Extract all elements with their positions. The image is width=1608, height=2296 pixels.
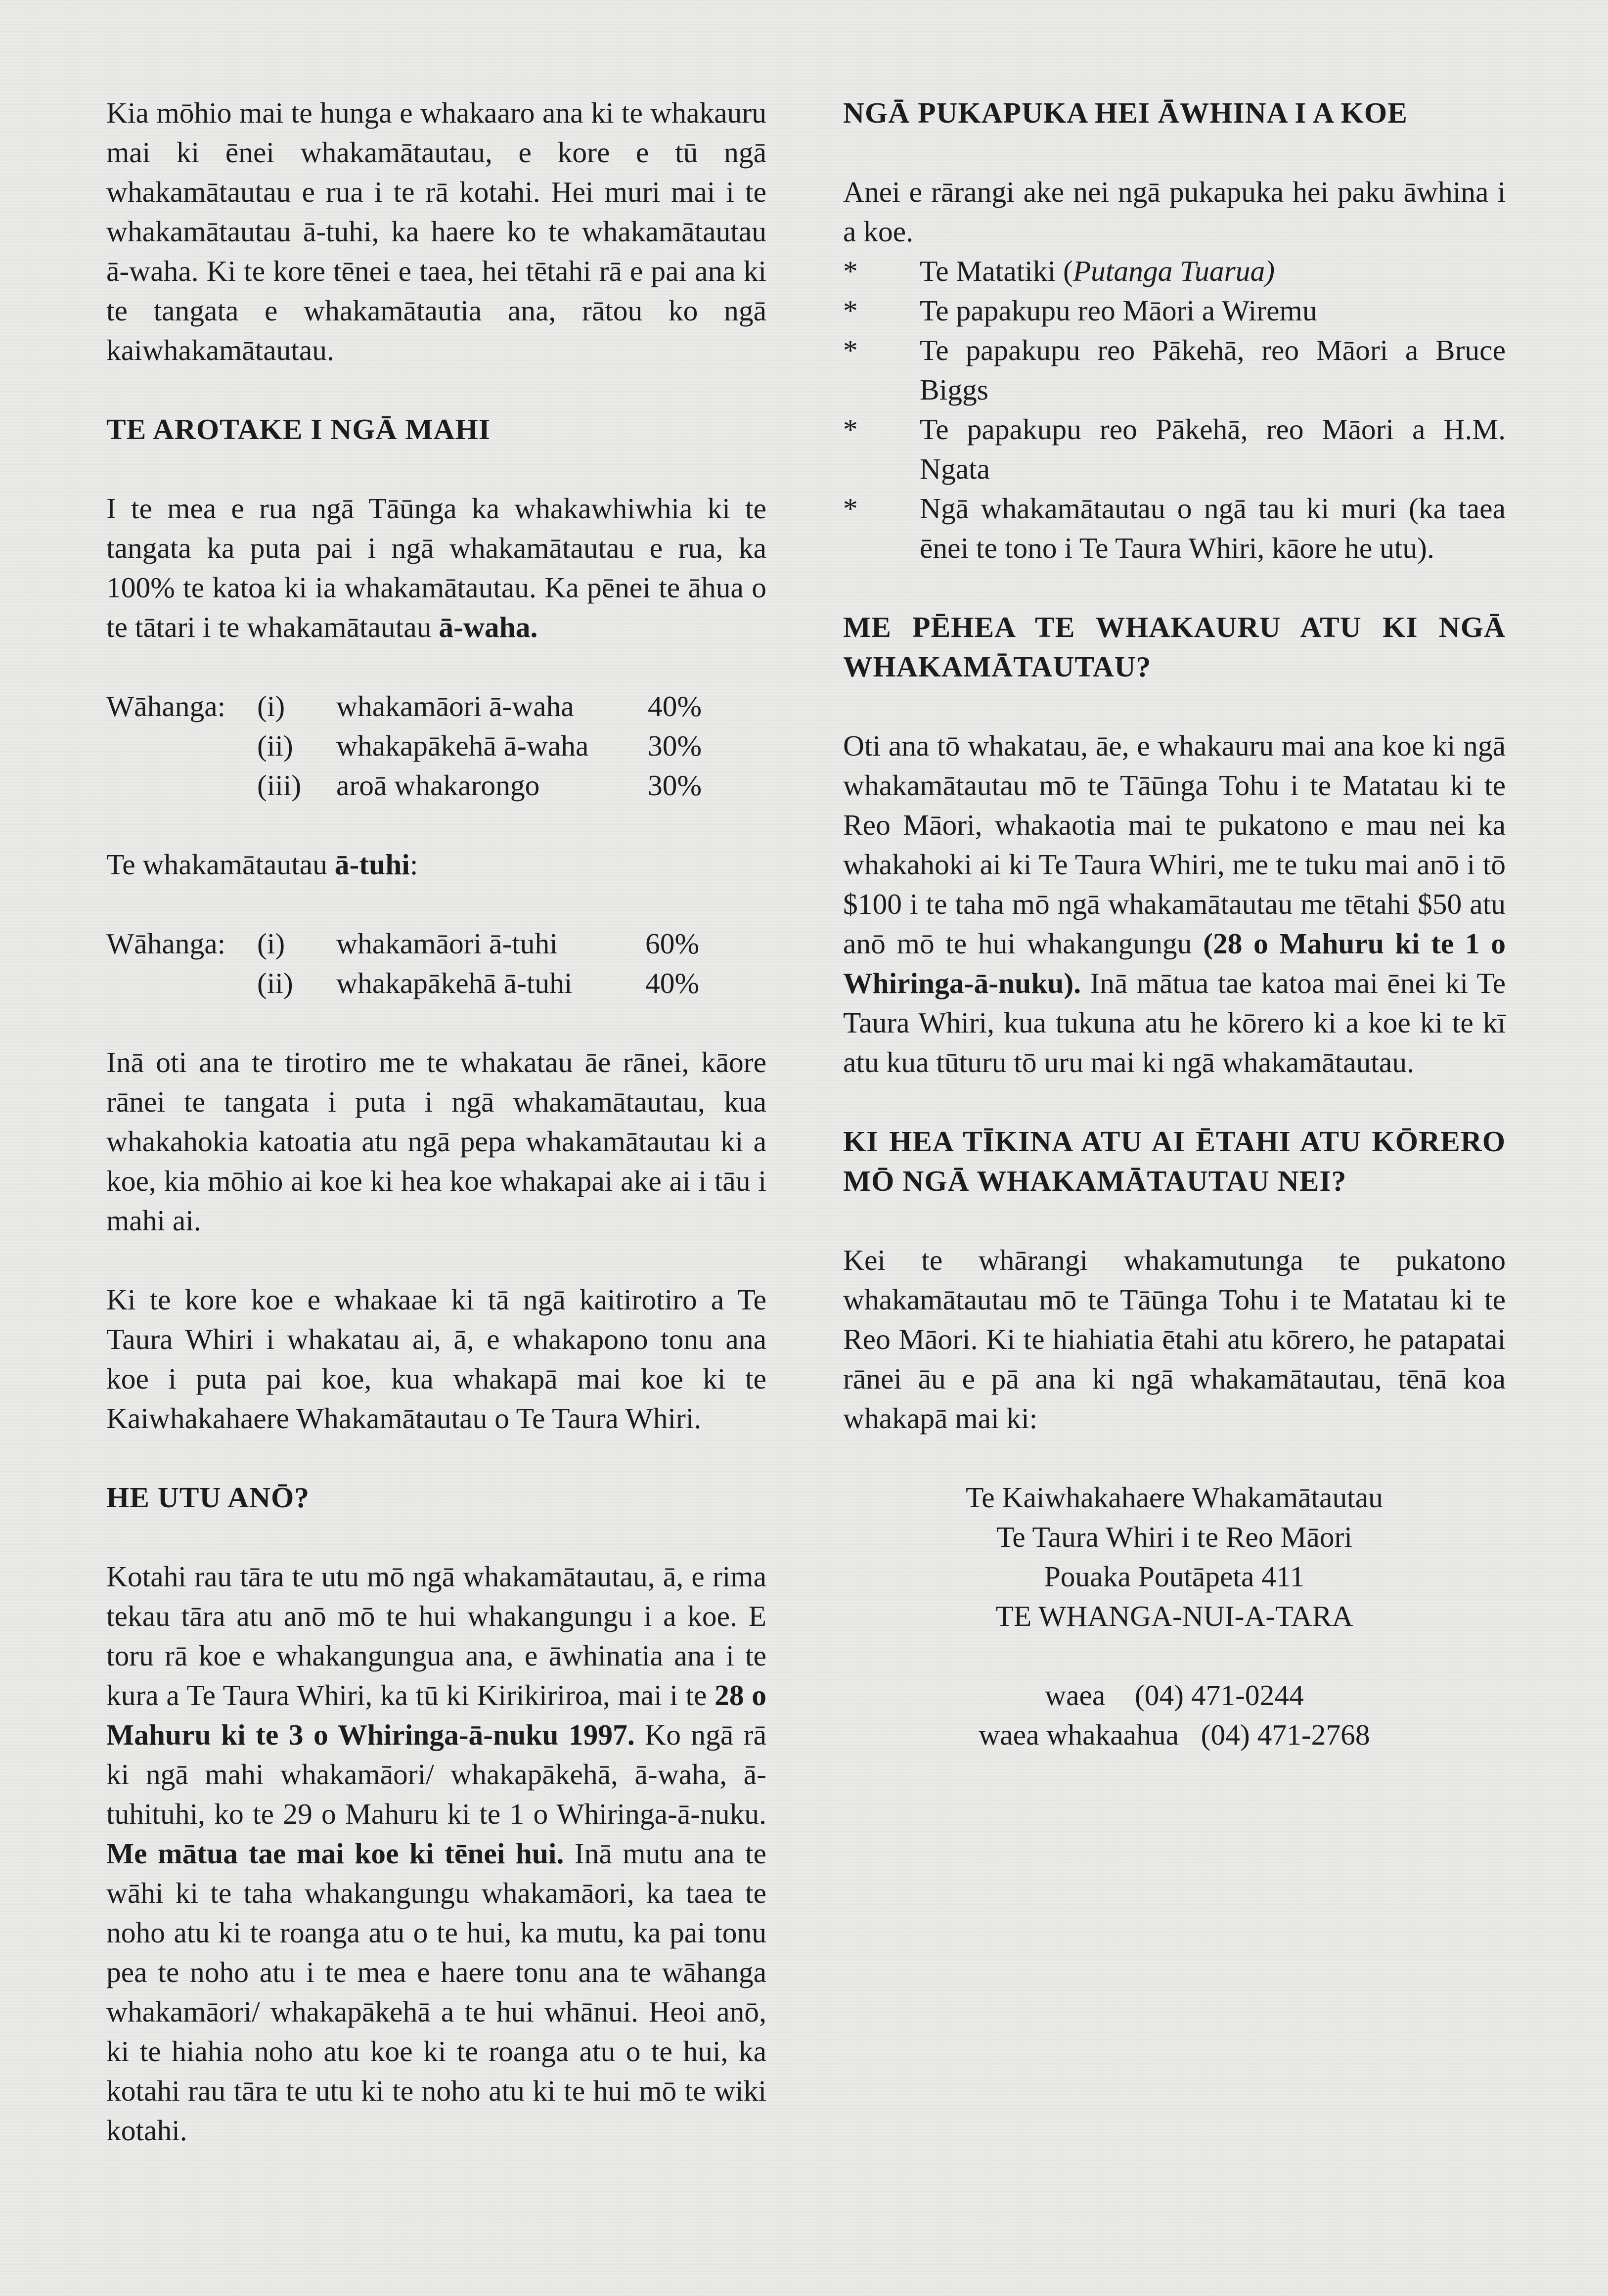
book-title: Te papakupu reo Māori a Wiremu <box>920 294 1317 327</box>
waha-label: Wāhanga: <box>106 690 226 722</box>
heading-utu: HE UTU ANŌ? <box>106 1481 310 1514</box>
utu-text-c: Ko ngā rā ki ngā mahi whakamāori/ whakapākehā, ā-waha, ā-tuhituhi, ko te 29 o Mahuru ki te 1 o Whiringa-ā-nuku. <box>106 1718 766 1830</box>
bullet-star: * <box>843 334 858 366</box>
tuhi-intro-bold: ā-tuhi <box>334 848 410 881</box>
waha-pct: 40% <box>648 690 702 722</box>
tuhi-name: whakamāori ā-tuhi <box>336 927 558 960</box>
tikina-paragraph: Kei te whārangi whakamutunga te pukatono whakamātautau mō te Tāūnga Tohu i te Matatau ki te Reo Māori. Ki te hiahiatia ētahi atu kōrero, he patapatai rānei āu e pā ana ki ngā whakamātautau, tēnā koa whakapā mai ki: <box>843 1244 1506 1435</box>
book-title: Te papakupu reo Pākehā, reo Māori a H.M. Ngata <box>920 413 1506 485</box>
list-item <box>843 330 1506 409</box>
phone-row <box>843 1675 1506 1715</box>
waha-pct: 30% <box>648 729 702 762</box>
arotake-text: I te mea e rua ngā Tāūnga ka whakawhiwhia ki te tangata ka puta pai i ngā whakamātautau e rua, ka 100% te katoa ki ia whakamātautau. Ka pēnei te āhua o te tātari i te whakamātautau <box>106 492 766 643</box>
list-item <box>843 291 1506 330</box>
utu-dates-bold: 28 o Mahuru ki te 3 o Whiringa-ā-nuku 1997. <box>106 1679 766 1751</box>
book-title: Te papakupu reo Pākehā, reo Māori a Bruce Biggs <box>920 334 1506 406</box>
list-item <box>843 409 1506 489</box>
book-title <box>920 251 1506 291</box>
heading-arotake: TE AROTAKE I NGĀ MAHI <box>106 413 491 446</box>
whakauru-paragraph <box>843 726 1506 1082</box>
address-line: Te Kaiwhakahaere Whakamātautau <box>966 1481 1383 1514</box>
tuhi-table <box>106 924 766 1003</box>
tuhi-intro-colon: : <box>409 848 418 881</box>
tuhi-row <box>106 963 766 1003</box>
right-column <box>843 93 1506 1755</box>
arotake-bold: ā-waha. <box>439 611 538 643</box>
tuhi-label: Wāhanga: <box>106 927 226 960</box>
fax-row <box>843 1715 1506 1755</box>
fax-number: (04) 471-2768 <box>1201 1718 1370 1751</box>
whakauru-text-c: Inā mātua tae katoa mai ēnei ki Te Taura Whiri, kua tukuna atu he kōrero ki a koe ki te kī atu kua tūturu tō uru mai ki ngā whakamātautau. <box>843 967 1506 1079</box>
utu-attend-bold: Me mātua tae mai koe ki tēnei hui. <box>106 1837 564 1870</box>
book-list <box>843 251 1506 568</box>
utu-text-e: Inā mutu ana te wāhi ki te taha whakangungu whakamāori, ka taea te noho atu ki te roanga atu o te hui, ka mutu, ka pai tonu pea te noho atu i te mea e haere tonu ana te wāhanga whakamāori/ whakapākehā a te hui whānui. Heoi anō, ki te hiahia noho atu koe ki te roanga atu o te hui, ka kotahi rau tāra te utu ki te noho atu ki te hui mō te wiki kotahi. <box>106 1837 767 2147</box>
waha-num: (iii) <box>257 769 302 802</box>
address-line: Pouaka Poutāpeta 411 <box>1044 1560 1305 1593</box>
contact-address <box>843 1478 1506 1636</box>
book-edition-italic: Putanga Tuarua) <box>1072 255 1275 287</box>
waha-name: whakamāori ā-waha <box>336 690 574 722</box>
left-column <box>106 93 766 2150</box>
tuhi-row <box>106 924 766 963</box>
waha-num: (i) <box>257 690 285 722</box>
fax-label: waea whakaahua <box>979 1718 1179 1751</box>
arotake-paragraph <box>106 489 766 647</box>
tuhi-num: (i) <box>257 927 285 960</box>
book-title-text: Te Matatiki ( <box>920 255 1073 287</box>
pukapuka-intro: Anei e rārangi ake nei ngā pukapuka hei paku āwhina i a koe. <box>843 176 1506 248</box>
bullet-star: * <box>843 294 858 327</box>
tuhi-pct: 40% <box>645 967 700 999</box>
tuhi-name: whakapākehā ā-tuhi <box>336 967 573 999</box>
bullet-star: * <box>843 413 858 446</box>
intro-paragraph: Kia mōhio mai te hunga e whakaaro ana ki te whakauru mai ki ēnei whakamātautau, e kore e tū ngā whakamātautau e rua i te rā kotahi. Hei muri mai i te whakamātautau ā-tuhi, ka haere ko te whakamātautau ā-waha. Ki te kore tēnei e taea, hei tētahi rā e pai ana ki te tangata e whakamātautia ana, rātou ko ngā kaiwhakamātautau. <box>106 96 766 366</box>
waha-table <box>106 686 766 805</box>
bullet-star: * <box>843 255 858 287</box>
contact-phones <box>843 1675 1506 1755</box>
waha-pct: 30% <box>648 769 702 802</box>
bullet-star: * <box>843 492 858 525</box>
waha-num: (ii) <box>257 729 293 762</box>
tuhi-pct: 60% <box>645 927 700 960</box>
address-line: TE WHANGA-NUI-A-TARA <box>995 1600 1353 1632</box>
whakauru-dates-bold: (28 o Mahuru ki te 1 o Whiringa-ā-nuku). <box>843 927 1506 999</box>
utu-paragraph <box>106 1557 766 2150</box>
tirotiro-paragraph: Inā oti ana te tirotiro me te whakatau āe rānei, kāore rānei te tangata i puta i ngā whakamātautau, kua whakahokia katoatia atu ngā pepa whakamātautau ki a koe, kia mōhio ai koe ki hea koe whakapai ake ai i tāu i mahi ai. <box>106 1046 766 1237</box>
waha-name: whakapākehā ā-waha <box>336 729 589 762</box>
address-line: Te Taura Whiri i te Reo Māori <box>996 1521 1352 1553</box>
tuhi-intro-text: Te whakamātautau <box>106 848 335 881</box>
book-title: Ngā whakamātautau o ngā tau ki muri (ka taea ēnei te tono i Te Taura Whiri, kāore he utu). <box>920 492 1506 564</box>
heading-pukapuka: NGĀ PUKAPUKA HEI ĀWHINA I A KOE <box>843 96 1408 129</box>
waha-name: aroā whakarongo <box>336 769 540 802</box>
tuhi-intro <box>106 845 766 884</box>
waha-row <box>106 765 766 805</box>
whakaae-paragraph: Ki te kore koe e whakaae ki tā ngā kaitirotiro a Te Taura Whiri i whakatau ai, ā, e whakapono tonu ana koe i puta pai koe, kua whakapā mai koe ki te Kaiwhakahaere Whakamātautau o Te Taura Whiri. <box>106 1283 766 1435</box>
heading-whakauru: ME PĒHEA TE WHAKAURU ATU KI NGĀ WHAKAMĀTAUTAU? <box>843 611 1506 683</box>
waha-row <box>106 726 766 765</box>
heading-tikina: KI HEA TĪKINA ATU AI ĒTAHI ATU KŌRERO MŌ NGĀ WHAKAMĀTAUTAU NEI? <box>843 1125 1506 1197</box>
waha-row <box>106 686 766 726</box>
phone-number: (04) 471-0244 <box>1134 1679 1304 1711</box>
utu-text-a: Kotahi rau tāra te utu mō ngā whakamātautau, ā, e rima tekau tāra atu anō mō te hui whakangungu i a koe. E toru rā koe e whakangungua ana, e āwhinatia ana i te kura a Te Taura Whiri, ka tū ki Kirikiriroa, mai i te <box>106 1560 766 1711</box>
whakauru-text-a: Oti ana tō whakatau, āe, e whakauru mai ana koe ki ngā whakamātautau mō te Tāūnga Tohu i te Matatau ki te Reo Māori, whakaotia mai te pukatono e mau nei ka whakahoki ai ki Te Taura Whiri, me te tuku mai anō i tō $100 i te taha mō ngā whakamātautau me tētahi $50 atu anō mō te hui whakangungu <box>843 729 1506 960</box>
phone-label: waea <box>1045 1679 1106 1711</box>
list-item <box>843 251 1506 291</box>
list-item <box>843 489 1506 568</box>
tuhi-num: (ii) <box>257 967 293 999</box>
